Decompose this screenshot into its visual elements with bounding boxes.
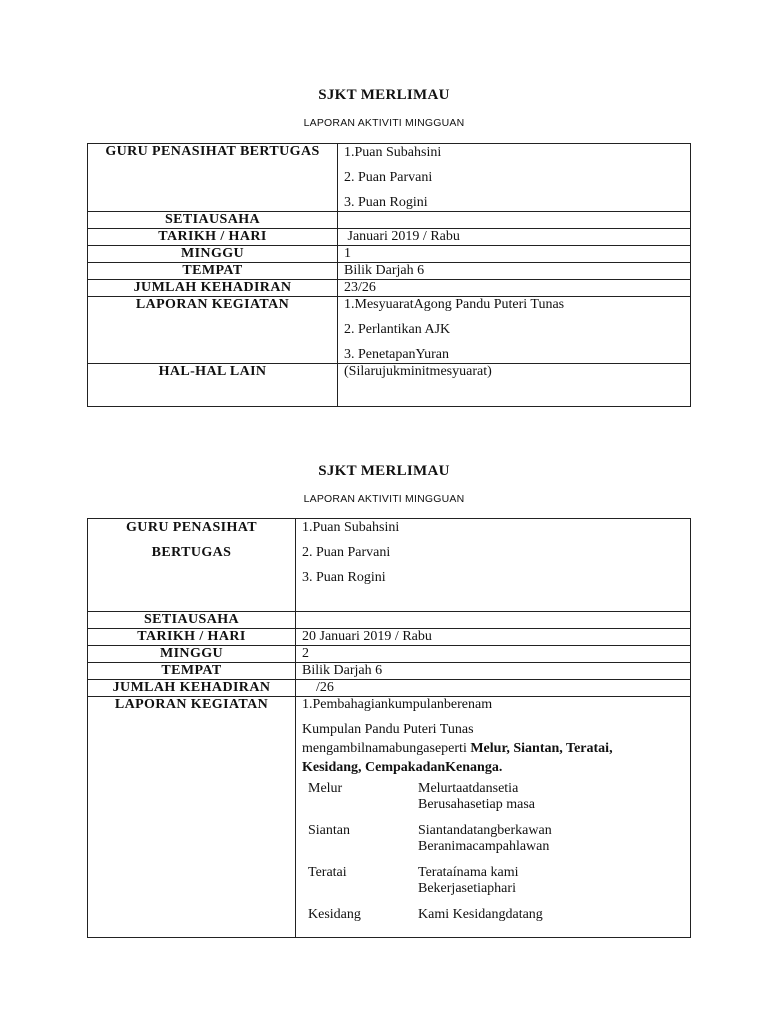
report2-para-line-3: [302, 758, 684, 777]
report1-table: [87, 143, 691, 407]
report2-group-motto: [412, 781, 682, 823]
report1-tarikh-value: Januari 2019 / Rabu: [338, 229, 691, 246]
report2-group-motto-1: Kami Kesidangdatang: [418, 907, 543, 922]
report2-setiausaha-value: [296, 612, 691, 629]
report1-guru-3: 3. Puan Rogini: [344, 195, 428, 210]
report2-group-motto-1: Terataínama kami: [418, 865, 519, 880]
report2-group-name: Melur: [308, 781, 343, 796]
report2-setiausaha-label: SETIAUSAHA: [88, 612, 296, 629]
report2-group-motto-2: Berusahasetiap masa: [418, 797, 536, 812]
report1-laporan-3: 3. PenetapanYuran: [344, 347, 449, 362]
report2-para-line-2: [302, 739, 684, 758]
report2-group-motto: [412, 865, 682, 907]
report1-row-tempat: [88, 263, 691, 280]
report1-kehadiran-label: JUMLAH KEHADIRAN: [88, 280, 338, 297]
report2-group-row: [302, 865, 682, 907]
report2-laporan-paragraph: [302, 720, 684, 777]
report1-tempat-value: Bilik Darjah 6: [338, 263, 691, 280]
report1-minggu-label: MINGGU: [88, 246, 338, 263]
report2-minggu-label: MINGGU: [88, 646, 296, 663]
report1-setiausaha-value: [338, 212, 691, 229]
report1-school-title: SJKT MERLIMAU: [318, 87, 450, 103]
report2-group-motto-1: Siantandatangberkawan: [418, 823, 552, 838]
report2-tarikh-label: TARIKH / HARI: [88, 629, 296, 646]
report2-para-line-1: Kumpulan Pandu Puteri Tunas: [302, 722, 474, 737]
report2-row-laporan: [88, 697, 691, 938]
report1-guru-2: 2. Puan Parvani: [344, 170, 433, 185]
report2-kehadiran-label: JUMLAH KEHADIRAN: [88, 680, 296, 697]
report1-laporan-1: 1.MesyuaratAgong Pandu Puteri Tunas: [344, 297, 565, 312]
report2-tempat-label: TEMPAT: [88, 663, 296, 680]
report2-group-motto: [412, 823, 682, 865]
report2-row-setiausaha: [88, 612, 691, 629]
report2-group-name: Kesidang: [308, 907, 361, 922]
report2-group-motto-2: Bekerjasetiaphari: [418, 881, 516, 896]
report2-group-motto-1: Melurtaatdansetia: [418, 781, 519, 796]
report2-laporan-values: [296, 697, 691, 938]
report2-para-bold-1: Melur, Siantan, Teratai,: [470, 741, 613, 756]
report1-row-setiausaha: [88, 212, 691, 229]
report1-hal-value: (Silarujukminitmesyuarat): [338, 364, 691, 407]
report2-row-tarikh: [88, 629, 691, 646]
report2-row-tempat: [88, 663, 691, 680]
report2-group-name: Siantan: [308, 823, 350, 838]
report2-guru-label-2: BERTUGAS: [151, 545, 232, 560]
report2-group-row: [302, 823, 682, 865]
report1-guru-1: 1.Puan Subahsini: [344, 145, 442, 160]
report1-laporan-2: 2. Perlantikan AJK: [344, 322, 451, 337]
report1-kehadiran-value: 23/26: [338, 280, 691, 297]
report1-row-laporan: [88, 297, 691, 364]
report1-setiausaha-label: SETIAUSAHA: [88, 212, 338, 229]
report2-tarikh-value: 20 Januari 2019 / Rabu: [296, 629, 691, 646]
report1-subtitle: LAPORAN AKTIVITI MINGGUAN: [303, 117, 465, 129]
report2-tempat-value: Bilik Darjah 6: [296, 663, 691, 680]
report1-laporan-label: LAPORAN KEGIATAN: [88, 297, 338, 364]
report1-guru-label: GURU PENASIHAT BERTUGAS: [88, 144, 338, 212]
report1-row-tarikh: [88, 229, 691, 246]
report2-row-minggu: [88, 646, 691, 663]
report1-hal-label: HAL-HAL LAIN: [88, 364, 338, 407]
report1-row-minggu: [88, 246, 691, 263]
report2-table: [87, 518, 691, 938]
report2-group-row: [302, 907, 682, 937]
report2-row-kehadiran: [88, 680, 691, 697]
report2-group-row: [302, 781, 682, 823]
report2-kehadiran-value: /26: [296, 680, 691, 697]
report1-minggu-value: 1: [338, 246, 691, 263]
report2-group-motto: [412, 907, 682, 937]
report2-para-bold-2: Kesidang, CempakadanKenanga.: [302, 760, 503, 775]
report2-guru-3: 3. Puan Rogini: [302, 570, 386, 585]
report2-laporan-label: LAPORAN KEGIATAN: [88, 697, 296, 938]
report2-guru-values: [296, 519, 691, 612]
report2-row-guru: [88, 519, 691, 612]
report2-guru-label: [88, 519, 296, 612]
report1-row-guru: [88, 144, 691, 212]
report2-guru-1: 1.Puan Subahsini: [302, 520, 400, 535]
report2-guru-label-1: GURU PENASIHAT: [126, 520, 257, 535]
report2-groups-table: [302, 781, 682, 937]
report2-subtitle: LAPORAN AKTIVITI MINGGUAN: [303, 493, 465, 505]
report1-row-kehadiran: [88, 280, 691, 297]
report2-guru-2: 2. Puan Parvani: [302, 545, 391, 560]
report2-laporan-item-1: 1.Pembahagiankumpulanberenam: [302, 697, 493, 712]
report2-group-motto-2: Beranimacampahlawan: [418, 839, 550, 854]
report2-para-plain: mengambilnamabungaseperti: [302, 741, 471, 756]
report2-school-title: SJKT MERLIMAU: [318, 463, 450, 479]
report1-tarikh-label: TARIKH / HARI: [88, 229, 338, 246]
report1-guru-values: [338, 144, 691, 212]
report1-laporan-values: [338, 297, 691, 364]
report1-row-hal: [88, 364, 691, 407]
report1-tempat-label: TEMPAT: [88, 263, 338, 280]
report2-group-name: Teratai: [308, 865, 347, 880]
report2-minggu-value: 2: [296, 646, 691, 663]
